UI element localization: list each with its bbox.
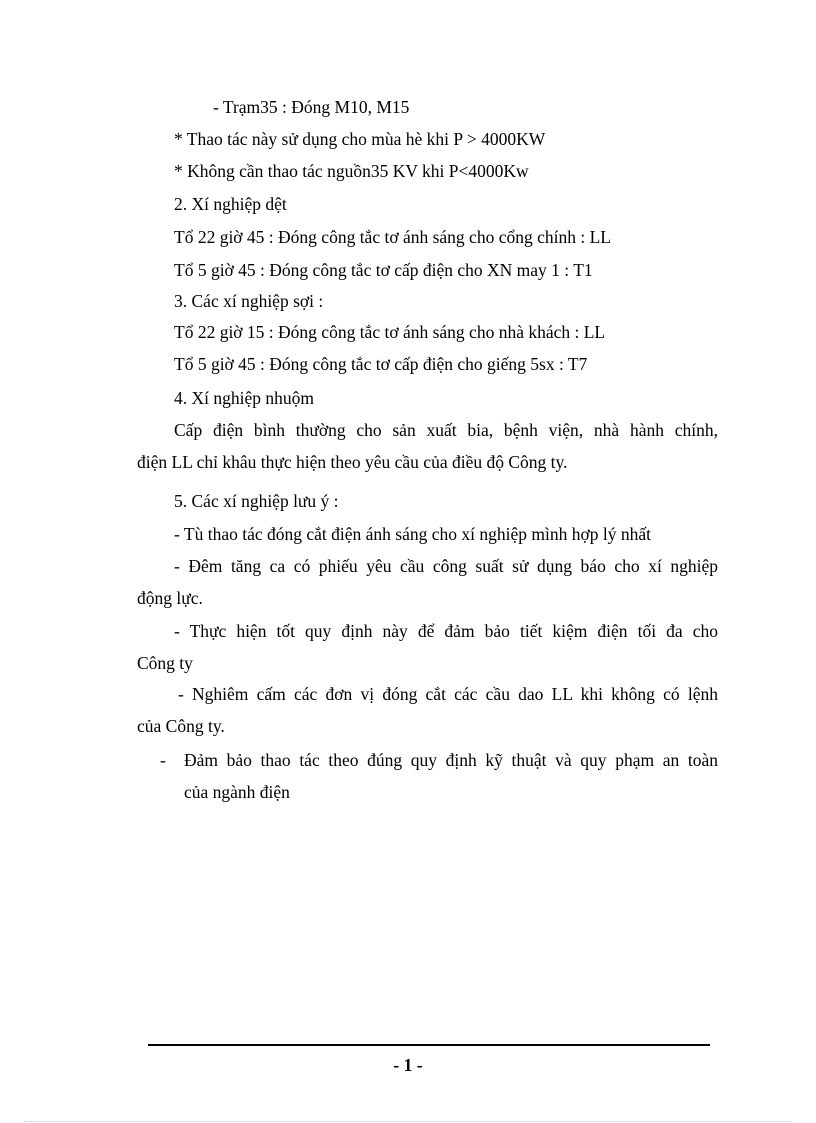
- section-heading-5: 5. Các xí nghiệp lưu ý :: [174, 491, 339, 511]
- text-line-22: của ngành điện: [184, 782, 290, 802]
- page-bottom-border: [24, 1121, 792, 1122]
- footer-rule: [148, 1044, 710, 1046]
- section-heading-2: 2. Xí nghiệp dệt: [174, 194, 287, 214]
- text-line-12: điện LL chỉ khâu thực hiện theo yêu cầu của điều độ Công ty.: [137, 452, 568, 472]
- text-line-1: - Trạm35 : Đóng M10, M15: [213, 97, 410, 117]
- text-line-18: Công ty: [137, 653, 193, 673]
- text-line-19: - Nghiêm cấm các đơn vị đóng cắt các cầu dao LL khi không có lệnh: [178, 684, 718, 704]
- text-line-9: Tổ 5 giờ 45 : Đóng công tắc tơ cấp điện cho giếng 5sx : T7: [174, 354, 588, 374]
- text-line-3: * Không cần thao tác nguồn35 KV khi P<4000Kw: [174, 161, 529, 181]
- text-line-15: - Đêm tăng ca có phiếu yêu cầu công suất sử dụng báo cho xí nghiệp: [174, 556, 718, 576]
- list-bullet: -: [160, 750, 166, 770]
- text-line-17: - Thực hiện tốt quy định này để đảm bảo tiết kiệm điện tối đa cho: [174, 621, 718, 641]
- text-line-2: * Thao tác này sử dụng cho mùa hè khi P > 4000KW: [174, 129, 546, 149]
- section-heading-3: 3. Các xí nghiệp sợi :: [174, 291, 324, 311]
- text-line-21: Đảm bảo thao tác theo đúng quy định kỹ thuật và quy phạm an toàn: [184, 750, 718, 770]
- text-line-20: của Công ty.: [137, 716, 225, 736]
- text-line-11: Cấp điện bình thường cho sản xuất bia, bệnh viện, nhà hành chính,: [174, 420, 718, 440]
- page-number: - 1 -: [393, 1055, 423, 1075]
- text-line-6: Tổ 5 giờ 45 : Đóng công tắc tơ cấp điện cho XN may 1 : T1: [174, 260, 593, 280]
- text-line-14: - Tù thao tác đóng cắt điện ánh sáng cho xí nghiệp mình hợp lý nhất: [174, 524, 651, 544]
- section-heading-4: 4. Xí nghiệp nhuộm: [174, 388, 314, 408]
- text-line-16: động lực.: [137, 588, 203, 608]
- text-line-8: Tổ 22 giờ 15 : Đóng công tắc tơ ánh sáng cho nhà khách : LL: [174, 322, 606, 342]
- text-line-5: Tổ 22 giờ 45 : Đóng công tắc tơ ánh sáng cho cổng chính : LL: [174, 227, 611, 247]
